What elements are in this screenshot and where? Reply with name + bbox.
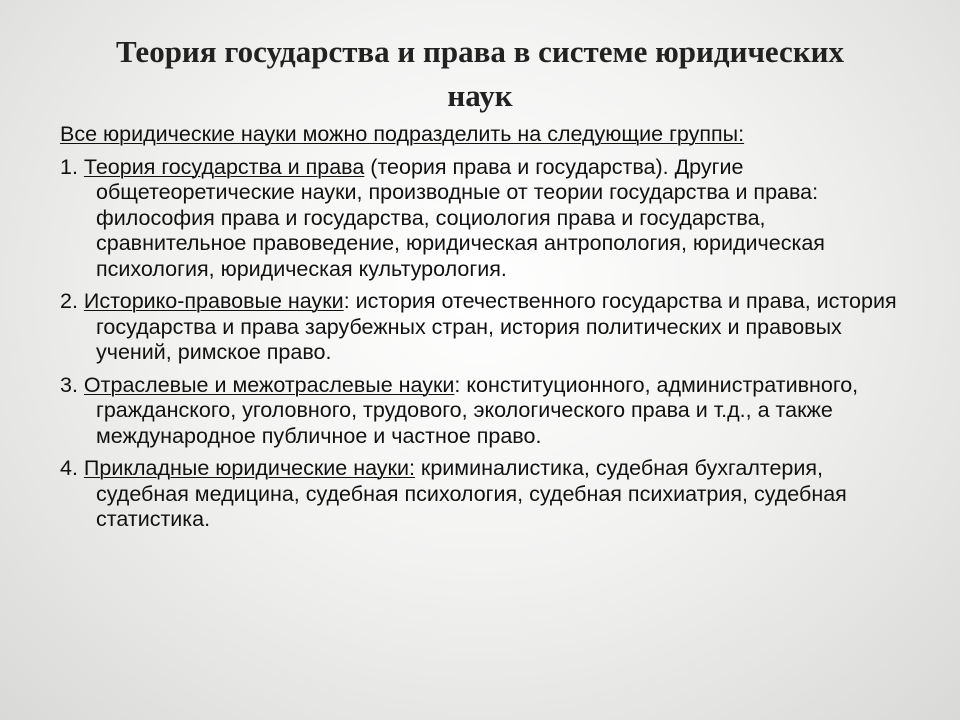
intro-text-label: Все юридические науки можно подразделить на следующие группы:: [60, 122, 745, 146]
intro-text: [60, 122, 900, 148]
group-1-number: 1.: [60, 154, 78, 179]
group-4: [60, 456, 900, 533]
group-1-heading: Теория государства и права: [83, 154, 365, 179]
group-4-heading: Прикладные юридические науки:: [83, 456, 415, 480]
group-4-text: криминалистика, судебная бухгалтерия, судебная медицина, судебная психология, судебная психиатрия, судебная статистика.: [96, 456, 847, 531]
group-2-number: 2.: [60, 289, 78, 313]
group-4-number: 4.: [60, 456, 78, 480]
group-2: [60, 289, 900, 366]
group-3-number: 3.: [60, 372, 78, 397]
group-2-text: : история отечественного государства и права, история государства и права зарубежных стран, история политических и правовых учений, римское право.: [96, 289, 897, 364]
group-3-heading: Отраслевые и межотраслевые науки: [83, 372, 455, 397]
group-3-text: : конституционного, административного, гражданского, уголовного, трудового, экологического права и т.д., а также международное публичное и частное право.: [96, 372, 859, 448]
group-1: [60, 155, 900, 283]
group-3: [60, 373, 900, 450]
slide-title: Теория государства и права в системе юридических наук: [115, 34, 845, 113]
group-2-heading: Историко-правовые науки: [83, 289, 344, 313]
slide-body: [60, 122, 900, 540]
group-1-text: (теория права и государства). Другие общетеоретические науки, производные от теории государства и права: философия права и государства, социология права и государства, сравнительное правоведение, юридическая антропология, юридическая психология, юридическая культурология.: [96, 154, 825, 281]
